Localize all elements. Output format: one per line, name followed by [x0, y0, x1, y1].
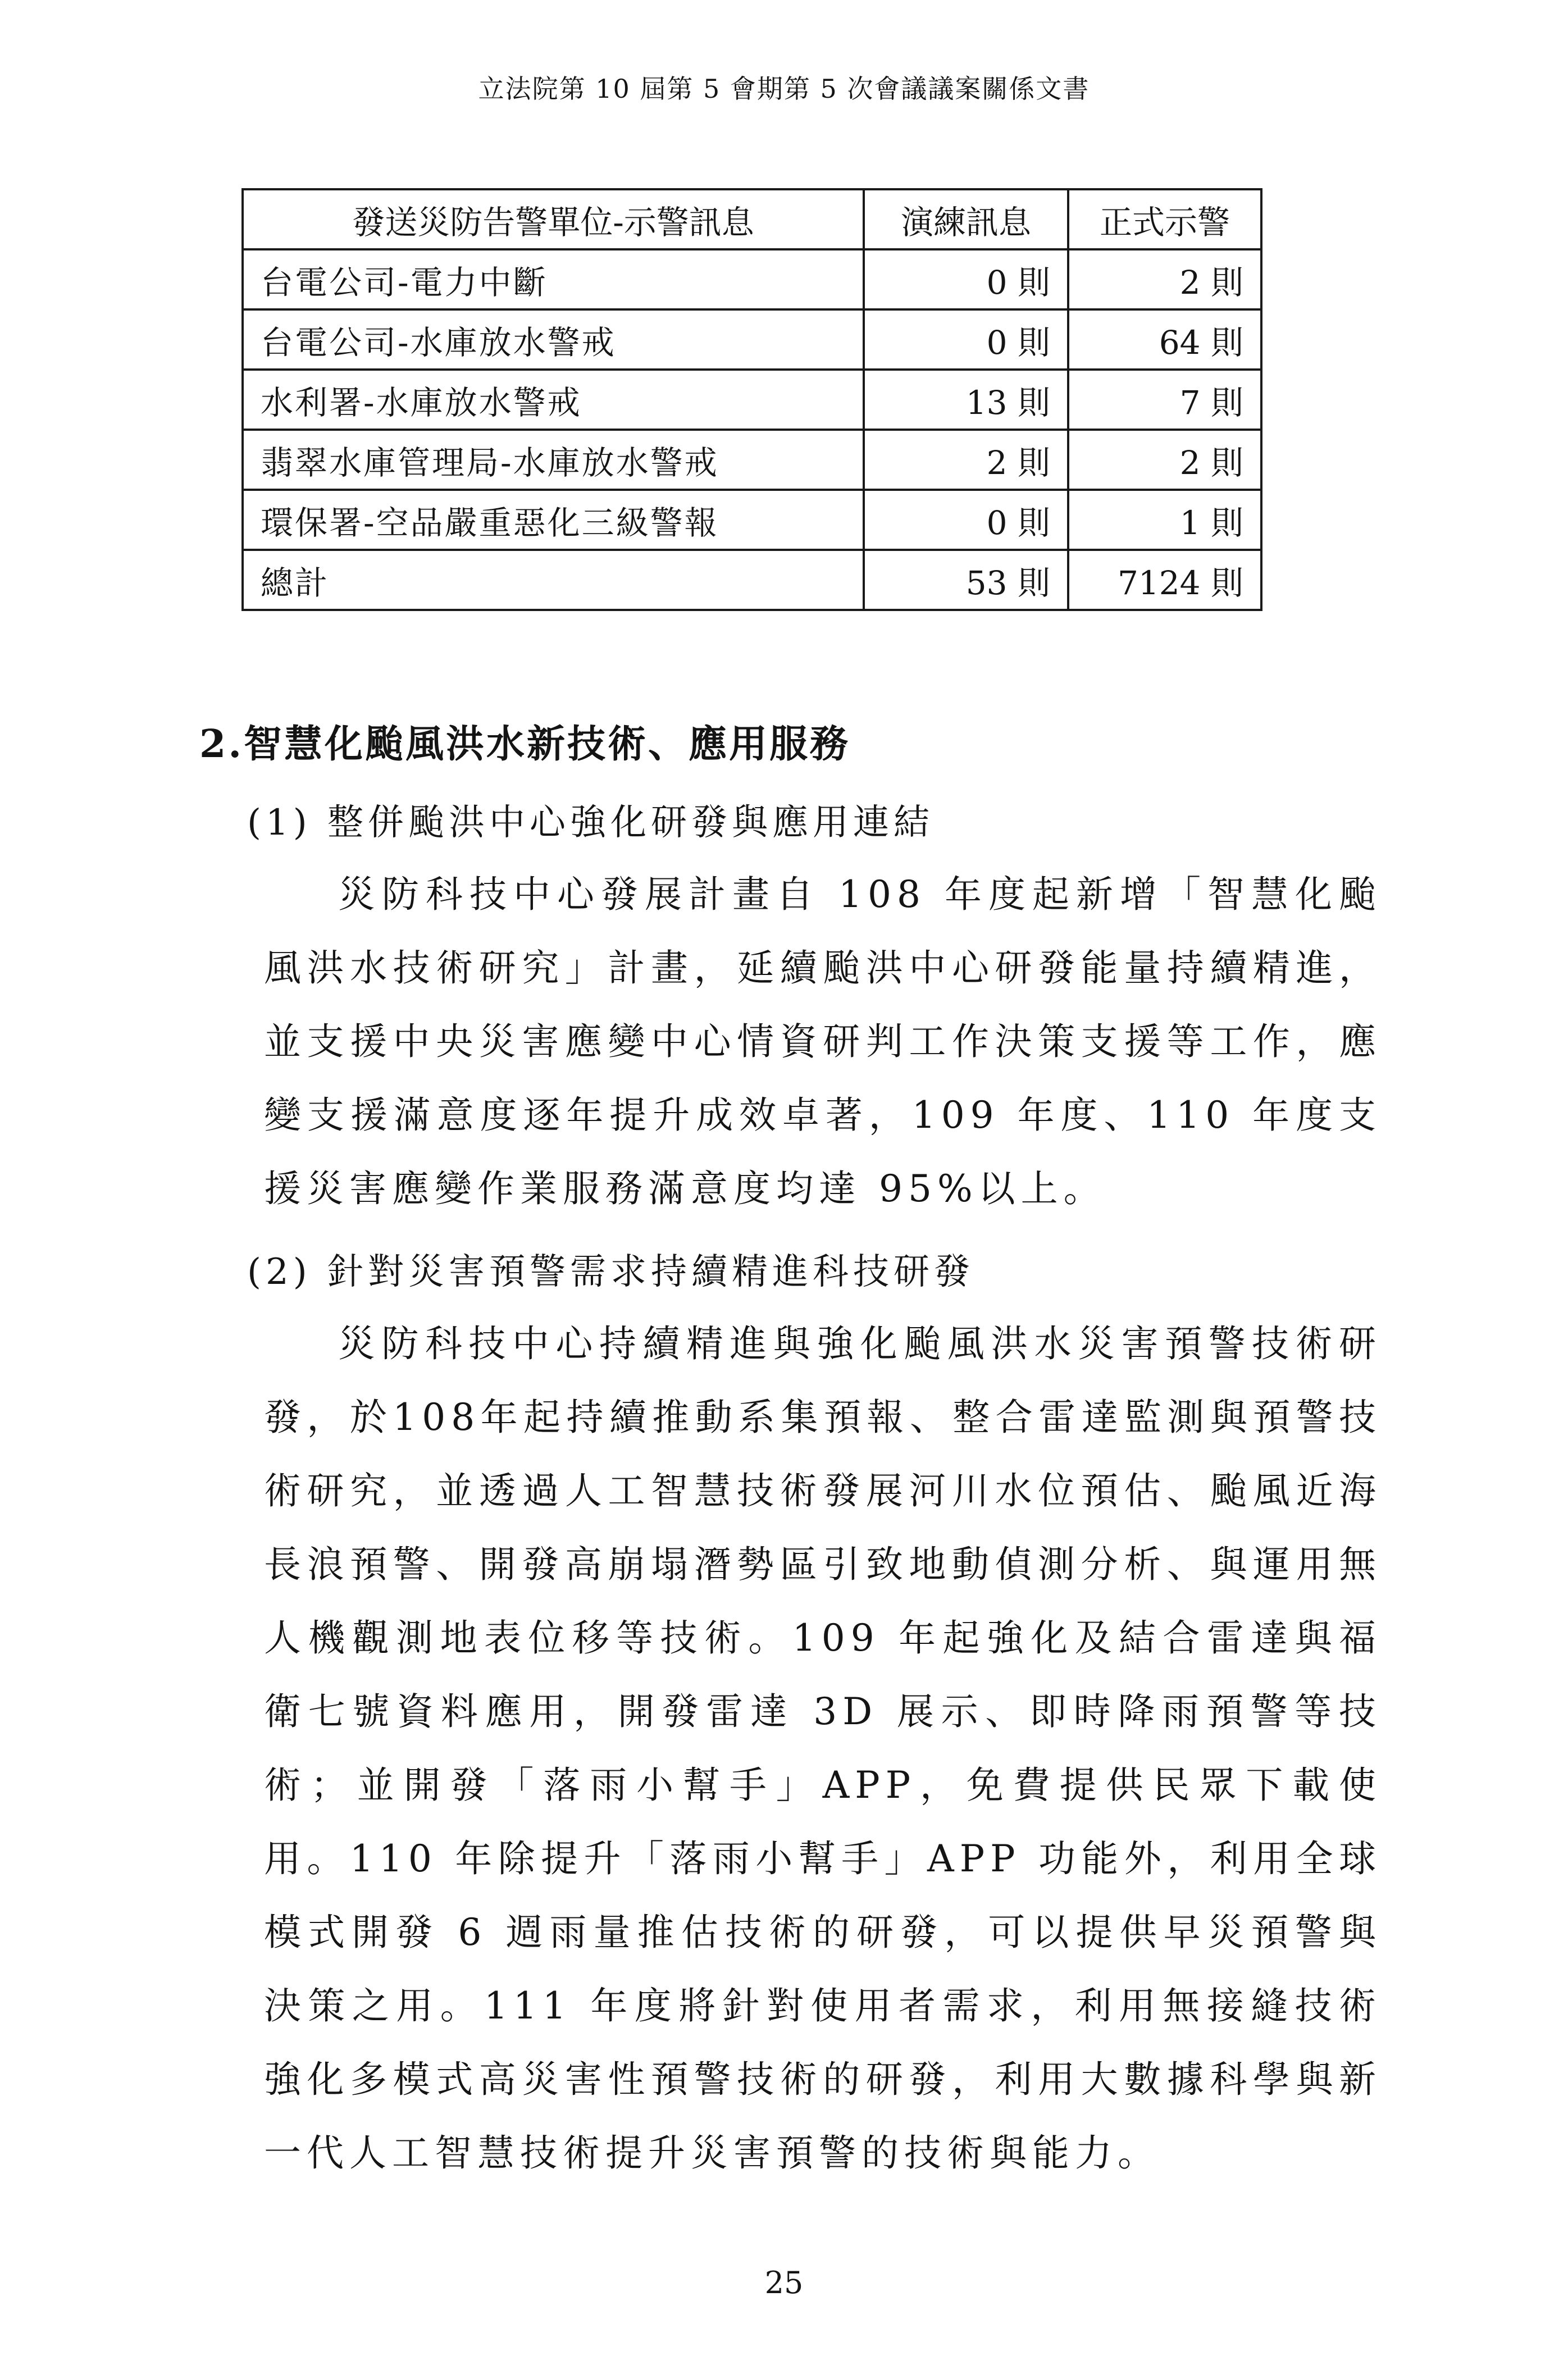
- column-header-unit: 發送災防告警單位-示警訊息: [243, 189, 864, 249]
- column-header-official: 正式示警: [1068, 189, 1261, 249]
- table-total-row: [243, 550, 1261, 610]
- table-row: [243, 430, 1261, 490]
- table-cell-unit: 台電公司-電力中斷: [243, 249, 864, 309]
- section-heading: 2.智慧化颱風洪水新技術、應用服務: [199, 722, 850, 767]
- table-cell-official: 2 則: [1068, 430, 1261, 490]
- table-row: [243, 490, 1261, 550]
- table-cell-official: 2 則: [1068, 249, 1261, 309]
- table-cell-unit: 水利署-水庫放水警戒: [243, 370, 864, 430]
- document-header: 立法院第 10 屆第 5 會期第 5 次會議議案關係文書: [478, 74, 1090, 104]
- paragraph-1: 災防科技中心發展計畫自 108 年度起新增「智慧化颱風洪水技術研究」計畫，延續颱洪中心研發能量持續精進，並支援中央災害應變中心情資研判工作決策支援等工作，應變支援滿意度逐年提升成效卓著，109 年度、110 年度支援災害應變作業服務滿意度均達 95%以上。: [264, 873, 1382, 1210]
- table-header-row: [243, 189, 1261, 249]
- table-row: [243, 370, 1261, 430]
- table-cell-official: 7 則: [1068, 370, 1261, 430]
- table-cell-official: 64 則: [1068, 309, 1261, 370]
- table-cell-unit: 台電公司-水庫放水警戒: [243, 309, 864, 370]
- table-cell-total-official: 7124 則: [1068, 550, 1261, 610]
- table-cell-drill: 0 則: [864, 249, 1068, 309]
- paragraph-2: 災防科技中心持續精進與強化颱風洪水災害預警技術研發，於108年起持續推動系集預報、整合雷達監測與預警技術研究，並透過人工智慧技術發展河川水位預估、颱風近海長浪預警、開發高崩塌潛勢區引致地動偵測分析、與運用無人機觀測地表位移等技術。109 年起強化及結合雷達與福衛七號資料應用，開發雷達 3D 展示、即時降雨預警等技術；並開發「落雨小幫手」APP，免費提供民眾下載使用。110 年除提升「落雨小幫手」APP 功能外，利用全球模式開發 6 週雨量推估技術的研發，可以提供早災預警與決策之用。111 年度將針對使用者需求，利用無接縫技術強化多模式高災害性預警技術的研發，利用大數據科學與新一代人工智慧技術提升災害預警的技術與能力。: [264, 1322, 1382, 2175]
- table-cell-total-drill: 53 則: [864, 550, 1068, 610]
- subsection-heading-2: (2) 針對災害預警需求持續精進科技研發: [247, 1251, 974, 1293]
- table-cell-total-label: 總計: [243, 550, 864, 610]
- table-cell-drill: 0 則: [864, 309, 1068, 370]
- table-cell-drill: 13 則: [864, 370, 1068, 430]
- table-cell-unit: 環保署-空品嚴重惡化三級警報: [243, 490, 864, 550]
- page-number: 25: [764, 2265, 804, 2300]
- table-cell-drill: 0 則: [864, 490, 1068, 550]
- alert-statistics-table: [241, 188, 1262, 611]
- column-header-drill: 演練訊息: [864, 189, 1068, 249]
- table-row: [243, 249, 1261, 309]
- table-cell-drill: 2 則: [864, 430, 1068, 490]
- table-cell-official: 1 則: [1068, 490, 1261, 550]
- subsection-heading-1: (1) 整併颱洪中心強化研發與應用連結: [247, 802, 934, 844]
- table-cell-unit: 翡翠水庫管理局-水庫放水警戒: [243, 430, 864, 490]
- table-row: [243, 309, 1261, 370]
